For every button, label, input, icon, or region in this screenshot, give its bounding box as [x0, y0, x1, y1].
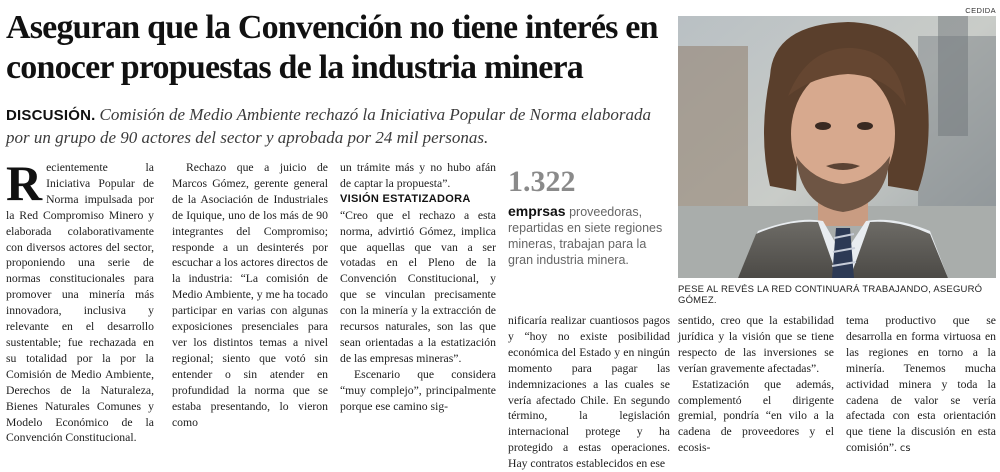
deck-text: Comisión de Medio Ambiente rechazó la Iniciativa Popular de Norma elaborada por un grupo de 90 actores del sector y aprobada por 24 mil personas. — [6, 105, 652, 147]
stat-desc: proveedoras, repartidas en siete regiones mineras, trabajan para la gran industria minera. — [508, 205, 663, 267]
column-4 — [508, 313, 670, 472]
photo-credit: CEDIDA — [965, 6, 996, 15]
photo-caption: PESE AL REVÉS LA RED CONTINUARÁ TRABAJANDO, ASEGURÓ GÓMEZ. — [678, 284, 983, 306]
stat-number: 1.322 — [508, 165, 576, 198]
column-5-text-1: sentido, creo que la estabilidad jurídica y la visión que se tiene respecto de las inversiones se verían gravemente afectadas”. — [678, 314, 834, 375]
column-3-text-2: “Creo que el rechazo a esta norma, advirtió Gómez, implica que aquellas que van a ser votadas en el Pleno de la Convención Constitucional, y que se vinculan precisamente con la minería y la extracción de recursos naturales, son las que sean orientadas a la estatización de las empresas mineras”. — [340, 208, 496, 365]
column-3-text-3: Escenario que considera “muy complejo”, principalmente porque ese camino sig- — [340, 367, 496, 413]
stat-callout — [508, 165, 672, 268]
stat-text — [508, 203, 672, 268]
column-5-text-2: Estatización que además, complementó el dirigente gremial, pondría “en vilo a la cadena de proveedores y el ecosis- — [678, 377, 834, 455]
column-6-text: tema productivo que se desarrolla en forma virtuosa en las regiones en torno a la minería. Tenemos mucha actividad minera y toda la cadena de valor se vería afectada con esta orientación que tiene la discusión en esta comisión”. — [846, 314, 996, 455]
drop-cap: R — [6, 155, 43, 211]
column-5 — [678, 313, 834, 456]
headline: Aseguran que la Convención no tiene interés en conocer propuestas de la industria minera — [6, 9, 658, 86]
column-4-text: nificaría realizar cuantiosos pagos y “hoy no existe posibilidad económica del Estado y en ningún momento para pagar las indemnizaciones a las cuales se vería afectado Chile. En segundo término, la legislación internacional protege y ha protegido a estas operaciones. Hay contratos establecidos en ese — [508, 314, 670, 471]
column-2 — [172, 160, 328, 430]
column-2-text: Rechazo que a juicio de Marcos Gómez, gerente general de la Asociación de Industriales de Iquique, uno de los más de 90 integrantes del Compromiso; responde a un desinterés por escuchar a los actores directos de la industria: “La comisión de Medio Ambiente, y me ha tocado participar en varias con algunas exposiciones presenciales para ver los distintos temas a nivel regional; siento que votó sin entender o sin atender en profundidad la norma que se estaba presentando, lo vieron como — [172, 161, 328, 429]
portrait-photo — [678, 16, 996, 278]
column-6 — [846, 313, 996, 457]
subhead: VISIÓN ESTATIZADORA — [340, 192, 471, 205]
stat-bold: emprsas — [508, 203, 566, 219]
deck-kicker: DISCUSIÓN. — [6, 107, 96, 124]
portrait-illustration — [678, 16, 996, 278]
column-1-text: ecientemente la Iniciativa Popular de Norma impulsada por la Red Compromiso Minero y elaborada colaborativamente con diversos actores del sector, proponiendo una serie de normas constitucionales para promover una minería más innovadora, inclusiva y relevante en el desarrollo sustentable; fue rechazada en su totalidad por la por la Comisión de Medio Ambiente, Derechos de la Naturaleza, Bienes Naturales Comunes y Modelo Económico de la Convención Constitucional. — [6, 161, 154, 445]
deck — [6, 104, 670, 149]
end-mark: cs — [899, 443, 911, 455]
column-1 — [6, 155, 154, 446]
column-3 — [340, 160, 496, 415]
column-3-text-1: un trámite más y no hubo afán de captar la propuesta”. — [340, 161, 496, 190]
